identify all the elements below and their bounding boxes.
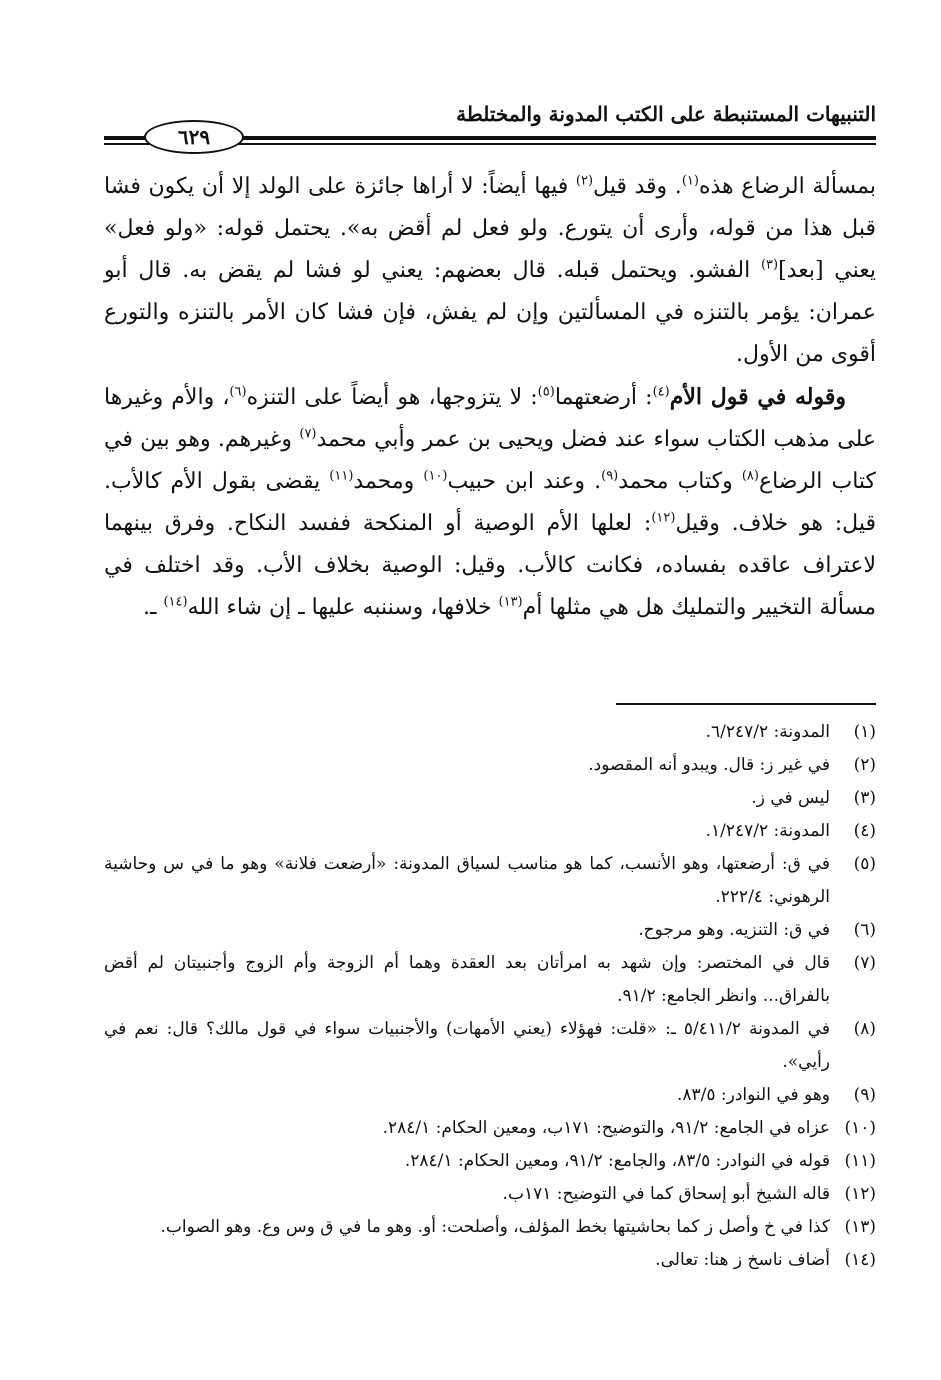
footnote-number: (٤)	[853, 821, 876, 841]
footnote-text: قوله في النوادر: ٨٣/٥، والجامع: ٩١/٢، ومعين الحكام: ٢٨٤/١.	[404, 1151, 830, 1171]
p1-text-4: الفشو. ويحتمل قبله. قال بعضهم: يعني لو فشا لم يقض به. قال أبو عمران: يؤمر بالتنزه في المسألتين وإن لم يفش، فإن فشا كان الأمر بالتنزه والتورع أقوى من الأول.	[104, 258, 876, 367]
p2-text-7: ومحمد	[353, 469, 424, 494]
footnote-number: (١٣)	[844, 1217, 876, 1237]
footnote-text: في المدونة ٥/٤١١/٢ ـ: «قلت: فهؤلاء (يعني الأمهات) والأجنبيات سواء في قول مالك؟ قال: نعم في رأيي».	[104, 1019, 830, 1072]
footnote-text: قاله الشيخ أبو إسحاق كما في التوضيح: ١٧١ب.	[502, 1184, 830, 1204]
main-text	[104, 166, 876, 629]
note-ref-1: (١)	[681, 173, 699, 189]
footnote-number: (٨)	[853, 1019, 876, 1039]
note-ref-9: (٩)	[601, 468, 619, 484]
footnote-13	[104, 1211, 876, 1244]
footnote-7	[104, 947, 876, 1013]
footnote-number: (١٤)	[844, 1250, 876, 1270]
footnote-5	[104, 848, 876, 914]
p2-text-11: ـ.	[143, 595, 164, 620]
p2-lead-phrase: وقوله في قول الأم	[669, 384, 847, 410]
paragraph-1	[104, 166, 876, 376]
footnote-text: في ق: أرضعتها، وهو الأنسب، كما هو مناسب لسياق المدونة: «أرضعت فلانة» وهو ما في س وحاشية الرهوني: ٢٢٢/٤.	[104, 854, 830, 907]
note-ref-8: (٨)	[741, 468, 759, 484]
footnote-number: (٧)	[853, 953, 876, 973]
note-ref-13: (١٣)	[498, 594, 523, 610]
page-number: ٦٢٩	[177, 125, 211, 149]
note-ref-11: (١١)	[329, 468, 354, 484]
footnote-number: (١)	[853, 722, 876, 742]
footnote-text: ليس في ز.	[751, 788, 830, 808]
note-ref-10: (١٠)	[423, 468, 448, 484]
footnote-text: المدونة: ٦/٢٤٧/٢.	[705, 722, 830, 742]
footnote-2	[104, 749, 876, 782]
footnote-number: (١٢)	[844, 1184, 876, 1204]
footnote-text: أضاف ناسخ ز هنا: تعالى.	[655, 1250, 830, 1270]
p2-text-1: : أرضعتهما	[554, 385, 653, 410]
note-ref-5: (٥)	[537, 384, 555, 400]
p2-text-3: ، والأم وغيرها على مذهب الكتاب سواء عند فضل ويحيى بن عمر وأبي محمد	[104, 385, 876, 452]
page-number-oval	[144, 120, 244, 154]
footnote-text: عزاه في الجامع: ٩١/٢، والتوضيح: ١٧١ب، ومعين الحكام: ٢٨٤/١.	[382, 1118, 830, 1138]
footnote-number: (١٠)	[844, 1118, 876, 1138]
footnote-number: (٢)	[853, 755, 876, 775]
p2-text-4: وغيرهم. وهو بين في كتاب الرضاع	[104, 427, 877, 494]
paragraph-2	[104, 376, 876, 629]
p2-text-5: وكتاب محمد	[618, 469, 742, 494]
footnote-14	[104, 1244, 876, 1277]
p2-text-10: خلافها، وسننبه عليها ـ إن شاء الله	[187, 595, 499, 620]
footnote-text: في غير ز: قال. ويبدو أنه المقصود.	[588, 755, 830, 775]
note-ref-4: (٤)	[652, 384, 670, 400]
footnote-number: (٦)	[853, 920, 876, 940]
footnote-1	[104, 716, 876, 749]
p2-text-2: : لا يتزوجها، هو أيضاً على التنزه	[246, 385, 538, 410]
footnote-text: كذا في خ وأصل ز كما بحاشيتها بخط المؤلف، وأصلحت: أو. وهو ما في ق وس وع. وهو الصواب.	[160, 1217, 830, 1237]
footnote-text: في ق: التنزيه. وهو مرجوح.	[638, 920, 830, 940]
p2-text-9: : لعلها الأم الوصية أو المنكحة ففسد النكاح. وفرق بينهما لاعتراف عاقده بفساده، فكانت كالأب. وقيل: الوصية بخلاف الأب. وقد اختلف في مسألة التخيير والتمليك هل هي مثلها أم	[104, 511, 876, 620]
running-title: التنبيهات المستنبطة على الكتب المدونة والمختلطة	[456, 102, 876, 126]
footnote-6	[104, 914, 876, 947]
footnote-9	[104, 1079, 876, 1112]
note-ref-14: (١٤)	[163, 594, 188, 610]
footnote-11	[104, 1145, 876, 1178]
footnote-text: قال في المختصر: وإن شهد به امرأتان بعد العقدة وهما أم الزوجة وأم الزوج وأجنبيتان لم أقض بالفراق... وانظر الجامع: ٩١/٢.	[104, 953, 830, 1006]
footnote-separator	[616, 703, 876, 705]
p1-text-2: . وقد قيل	[593, 174, 682, 199]
footnote-number: (١١)	[844, 1151, 876, 1171]
footnote-text: المدونة: ١/٢٤٧/٢.	[705, 821, 830, 841]
footnote-10	[104, 1112, 876, 1145]
footnote-3	[104, 782, 876, 815]
note-ref-3: (٣)	[760, 257, 779, 273]
p1-text-3: فيها أيضاً: لا أراها جائزة على الولد إلا أن يكون فشا قبل هذا من قوله، وأرى أن يتورع. ولو فعل لم أقض به». يحتمل قوله: «ولو فعل» يعني [بعد]	[104, 174, 877, 283]
footnote-number: (٩)	[853, 1085, 876, 1105]
p2-text-8: يقضى بقول الأم كالأب. قيل: هو خلاف. وقيل	[104, 469, 876, 536]
note-ref-12: (١٢)	[651, 510, 676, 526]
footnote-number: (٣)	[853, 788, 876, 808]
page-header	[104, 96, 876, 154]
footnote-number: (٥)	[853, 854, 876, 874]
footnotes	[104, 716, 876, 1277]
note-ref-6: (٦)	[229, 384, 247, 400]
p2-text-6: . وعند ابن حبيب	[447, 469, 602, 494]
note-ref-7: (٧)	[299, 426, 317, 442]
p1-text-1: بمسألة الرضاع هذه	[698, 174, 877, 199]
note-ref-2: (٢)	[575, 173, 594, 189]
footnote-text: وهو في النوادر: ٨٣/٥.	[676, 1085, 830, 1105]
footnote-4	[104, 815, 876, 848]
footnote-8	[104, 1013, 876, 1079]
footnote-12	[104, 1178, 876, 1211]
